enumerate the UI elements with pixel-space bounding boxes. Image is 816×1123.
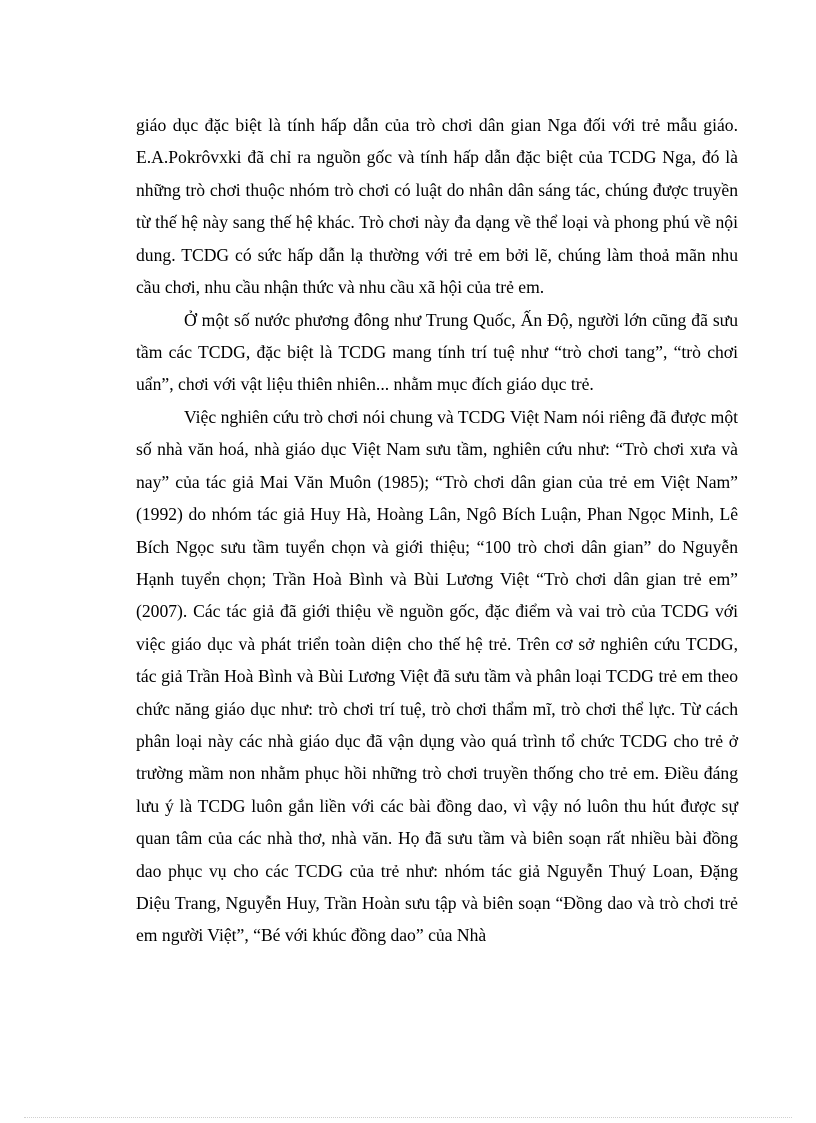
page-bottom-border xyxy=(24,1117,792,1118)
paragraph-3: Việc nghiên cứu trò chơi nói chung và TCDG Việt Nam nói riêng đã được một số nhà văn hoá, nhà giáo dục Việt Nam sưu tầm, nghiên cứu như: “Trò chơi xưa và nay” của tác giả Mai Văn Muôn (1985); “Trò chơi dân gian của trẻ em Việt Nam” (1992) do nhóm tác giả Huy Hà, Hoàng Lân, Ngô Bích Luận, Phan Ngọc Minh, Lê Bích Ngọc sưu tầm tuyển chọn và giới thiệu; “100 trò chơi dân gian” do Nguyễn Hạnh tuyển chọn; Trần Hoà Bình và Bùi Lương Việt “Trò chơi dân gian trẻ em” (2007). Các tác giả đã giới thiệu về nguồn gốc, đặc điểm và vai trò của TCDG với việc giáo dục và phát triển toàn diện cho thế hệ trẻ. Trên cơ sở nghiên cứu TCDG, tác giả Trần Hoà Bình và Bùi Lương Việt đã sưu tầm và phân loại TCDG trẻ em theo chức năng giáo dục như: trò chơi trí tuệ, trò chơi thẩm mĩ, trò chơi thể lực. Từ cách phân loại này các nhà giáo dục đã vận dụng vào quá trình tổ chức TCDG cho trẻ ở trường mầm non nhằm phục hồi những trò chơi truyền thống cho trẻ em. Điều đáng lưu ý là TCDG luôn gắn liền với các bài đồng dao, vì vậy nó luôn thu hút được sự quan tâm của các nhà thơ, nhà văn. Họ đã sưu tầm và biên soạn rất nhiều bài đồng dao phục vụ cho các TCDG của trẻ như: nhóm tác giả Nguyễn Thuý Loan, Đặng Diệu Trang, Nguyễn Huy, Trần Hoàn sưu tập và biên soạn “Đồng dao và trò chơi trẻ em người Việt”, “Bé với khúc đồng dao” của Nhà xyxy=(136,406,738,946)
paragraph-1: giáo dục đặc biệt là tính hấp dẫn của trò chơi dân gian Nga đối với trẻ mẫu giáo. E.A.Pokrôvxki đã chỉ ra nguồn gốc và tính hấp dẫn đặc biệt của TCDG Nga, đó là những trò chơi thuộc nhóm trò chơi có luật do nhân dân sáng tác, chúng được truyền từ thế hệ này sang thế hệ khác. Trò chơi này đa dạng về thể loại và phong phú về nội dung. TCDG có sức hấp dẫn lạ thường với trẻ em bởi lẽ, chúng làm thoả mãn nhu cầu chơi, nhu cầu nhận thức và nhu cầu xã hội của trẻ em. xyxy=(136,115,738,298)
paragraph-2: Ở một số nước phương đông như Trung Quốc, Ấn Độ, người lớn cũng đã sưu tầm các TCDG, đặc biệt là TCDG mang tính trí tuệ như “trò chơi tang”, “trò chơi uẩn”, chơi với vật liệu thiên nhiên... nhằm mục đích giáo dục trẻ. xyxy=(136,309,738,395)
document-body xyxy=(136,109,738,952)
